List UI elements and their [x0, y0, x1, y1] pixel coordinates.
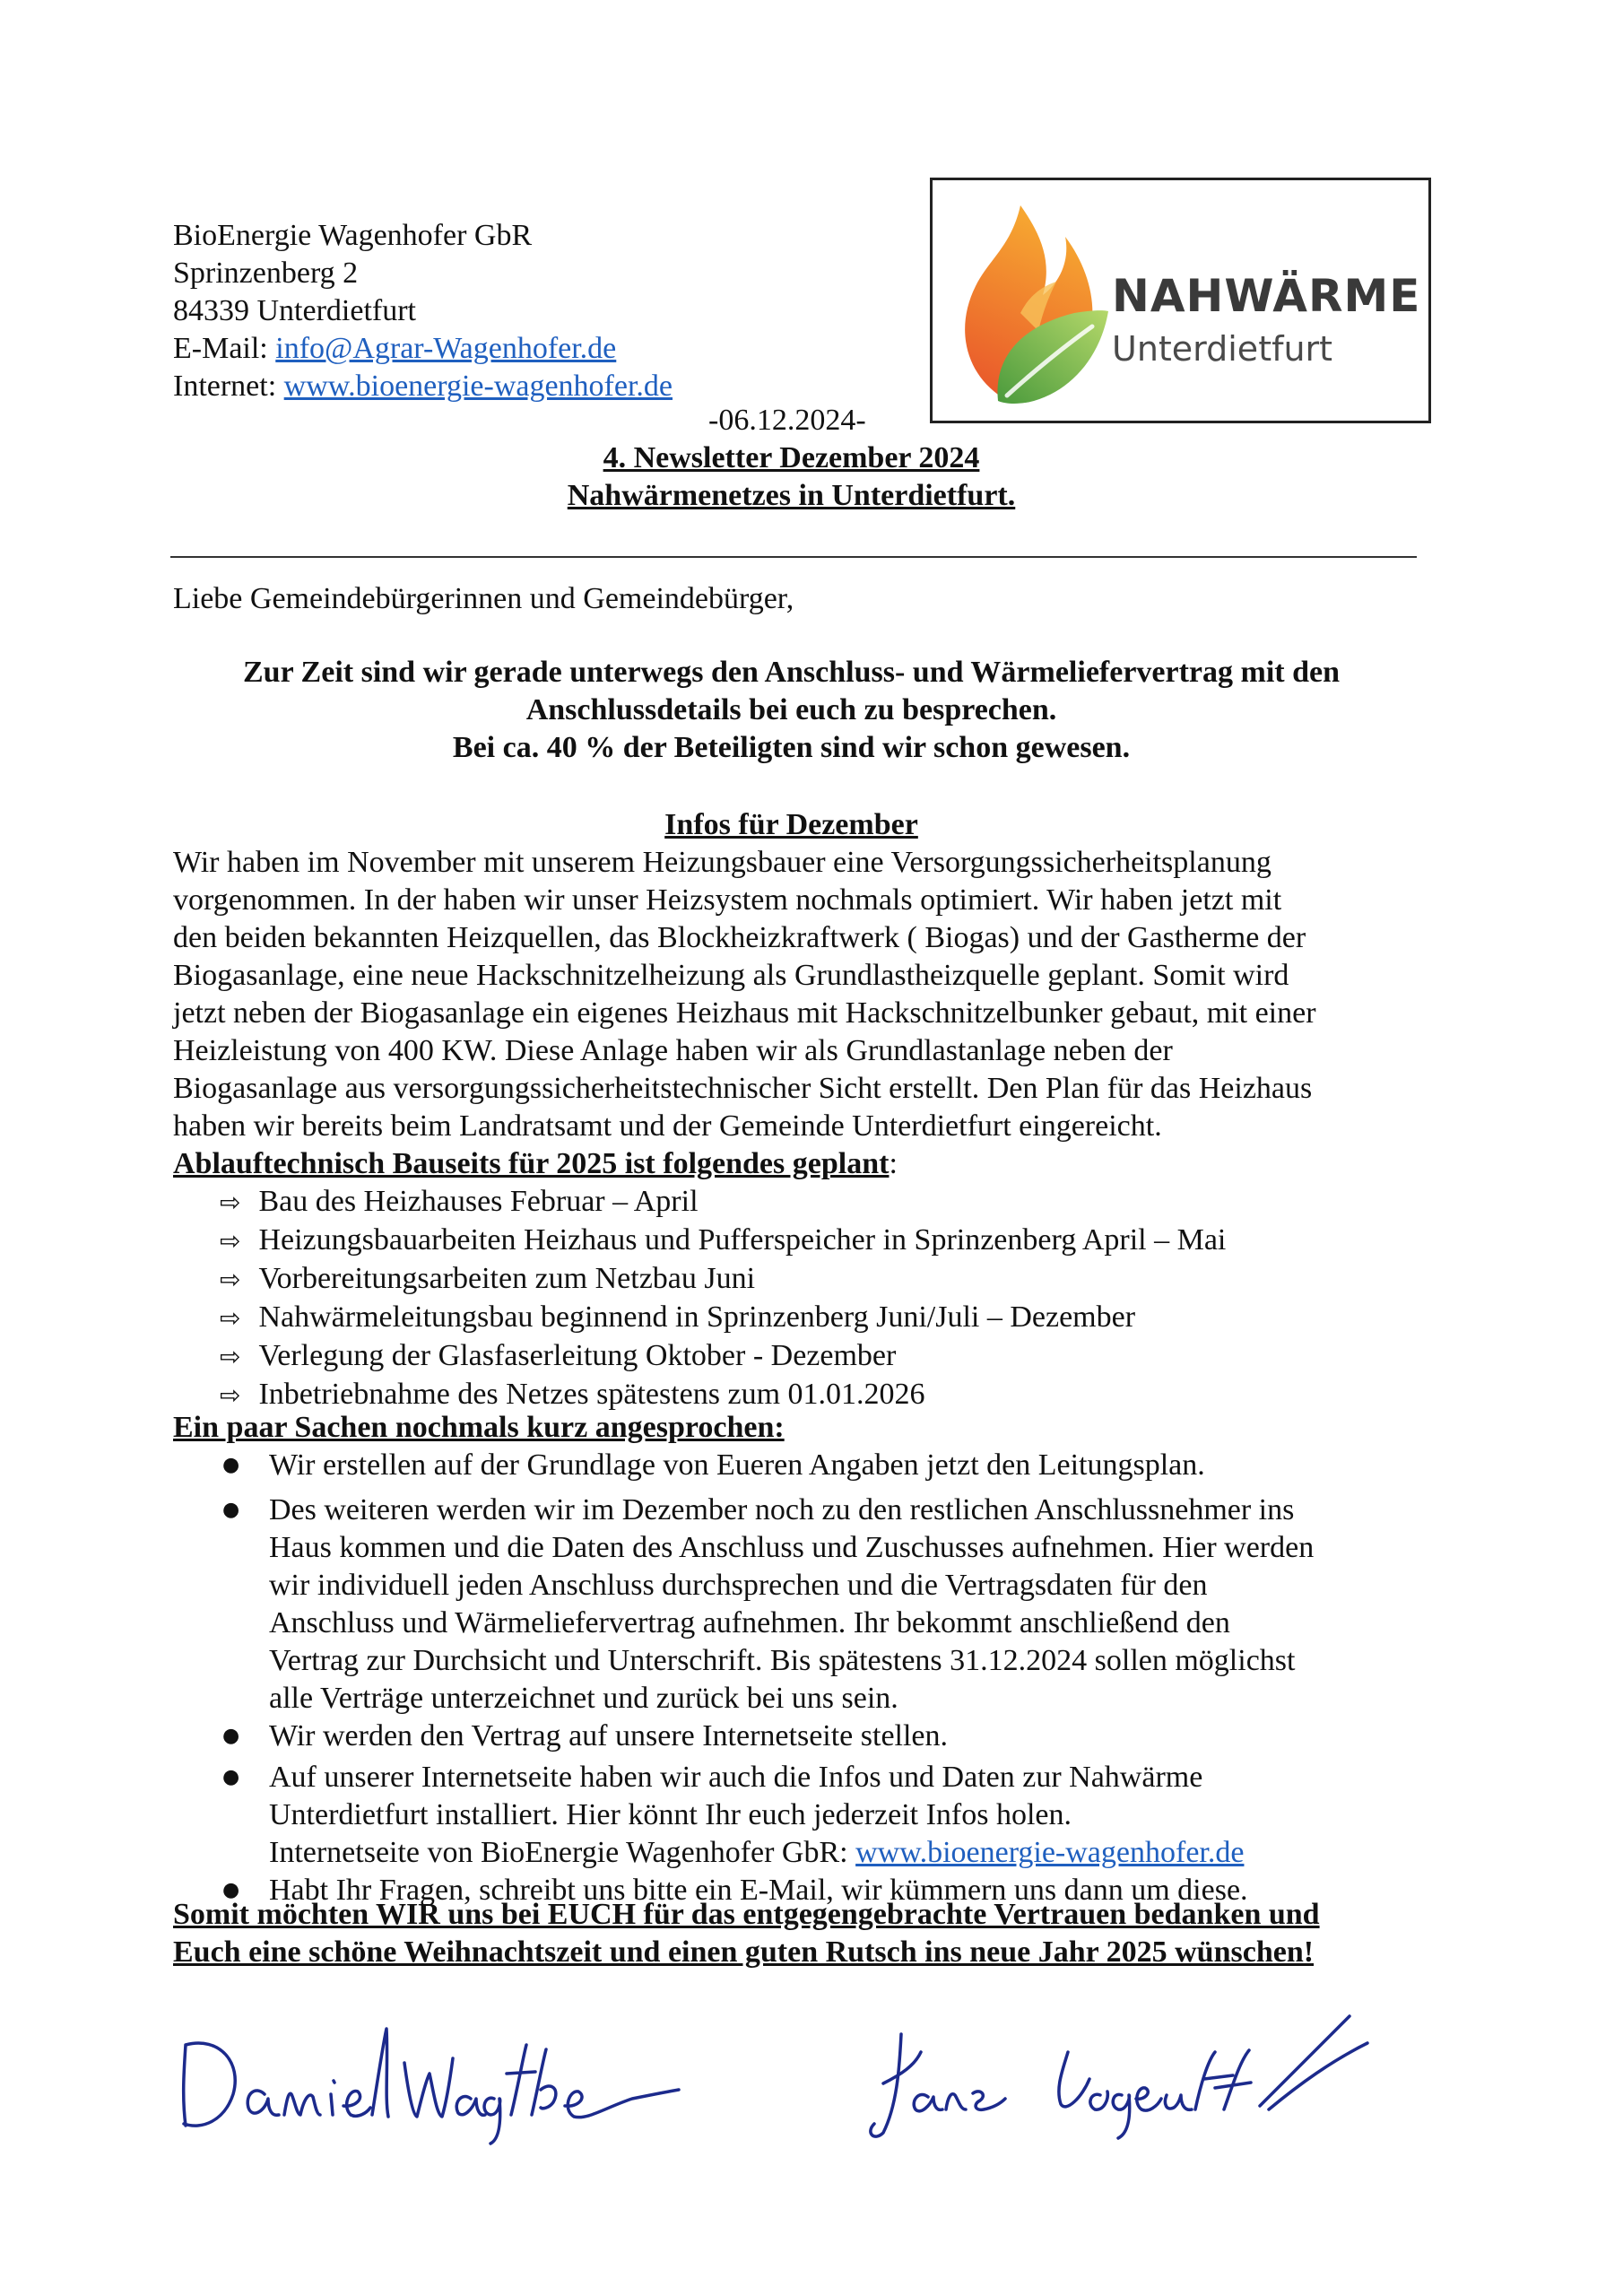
plan-item — [220, 1337, 1226, 1376]
infos-line: vorgenommen. In der haben wir unser Heizsystem nochmals optimiert. Wir haben jetzt mit — [173, 883, 1282, 917]
notes-item-text: Wir erstellen auf der Grundlage von Eueren Angaben jetzt den Leitungsplan. — [269, 1448, 1205, 1482]
plan-item-text: Nahwärmeleitungsbau beginnend in Sprinzenberg Juni/Juli – Dezember — [258, 1300, 1136, 1334]
infos-line: Heizleistung von 400 KW. Diese Anlage haben wir als Grundlastanlage neben der — [173, 1034, 1173, 1067]
notes-item-line: Haus kommen und die Daten des Anschluss und Zuschusses aufnehmen. Hier werden — [269, 1531, 1315, 1564]
notes-item-line: Des weiteren werden wir im Dezember noch zu den restlichen Anschlussnehmer ins — [269, 1493, 1295, 1526]
notes-item — [222, 1447, 1314, 1484]
plan-list — [220, 1183, 1226, 1414]
website-link[interactable]: www.bioenergie-wagenhofer.de — [855, 1836, 1245, 1869]
plan-heading-colon: : — [889, 1147, 898, 1180]
notes-item — [222, 1718, 1314, 1755]
infos-line: jetzt neben der Biogasanlage ein eigenes Heizhaus mit Hackschnitzelbunker gebaut, mit einer — [173, 996, 1316, 1030]
newsletter-title: 4. Newsletter Dezember 2024 — [603, 441, 980, 474]
sender-city: 84339 Unterdietfurt — [173, 294, 416, 327]
web-label: Internet: — [173, 370, 284, 403]
infos-heading: Infos für Dezember — [664, 808, 918, 841]
plan-item — [220, 1260, 1226, 1299]
bullet-icon: ● — [222, 1879, 240, 1901]
flame-leaf-icon — [958, 196, 1110, 407]
website-link[interactable]: www.bioenergie-wagenhofer.de — [283, 370, 673, 403]
plan-item-text: Bau des Heizhauses Februar – April — [258, 1185, 699, 1218]
arrow-right-icon: ⇨ — [220, 1265, 241, 1294]
plan-item — [220, 1222, 1226, 1260]
arrow-right-icon: ⇨ — [220, 1187, 241, 1217]
highlight-line-1: Zur Zeit sind wir gerade unterwegs den Anschluss- und Wärmeliefervertrag mit den — [242, 656, 1341, 689]
infos-line: Biogasanlage aus versorgungssicherheitstechnischer Sicht erstellt. Den Plan für das Heizhaus — [173, 1072, 1313, 1105]
sender-address — [173, 217, 673, 405]
arrow-right-icon: ⇨ — [220, 1226, 241, 1256]
notes-item-line: alle Verträge unterzeichnet und zurück bei uns sein. — [269, 1682, 898, 1715]
email-label: E-Mail: — [173, 332, 276, 365]
plan-item-text: Inbetriebnahme des Netzes spätestens zum 01.01.2026 — [258, 1378, 925, 1411]
arrow-right-icon: ⇨ — [220, 1342, 241, 1371]
infos-line: den beiden bekannten Heizquellen, das Blockheizkraftwerk ( Biogas) und der Gastherme der — [173, 921, 1306, 954]
bullet-icon: ● — [222, 1454, 240, 1476]
divider — [170, 556, 1417, 558]
nahwaerme-logo — [930, 178, 1431, 423]
newsletter-subtitle: Nahwärmenetzes in Unterdietfurt. — [567, 479, 1016, 512]
plan-item-text: Vorbereitungsarbeiten zum Netzbau Juni — [258, 1262, 756, 1295]
notes-item — [222, 1759, 1314, 1872]
arrow-right-icon: ⇨ — [220, 1380, 241, 1410]
email-link[interactable]: info@Agrar-Wagenhofer.de — [275, 332, 617, 365]
notes-item-text: Wir werden den Vertrag auf unsere Internetseite stellen. — [269, 1719, 949, 1752]
highlight-line-2: Anschlussdetails bei euch zu besprechen. — [525, 693, 1057, 726]
notes-item-link-row — [269, 1834, 1244, 1872]
arrow-right-icon: ⇨ — [220, 1303, 241, 1333]
notes-list — [222, 1447, 1314, 1909]
notes-item-line: Anschluss und Wärmeliefervertrag aufnehmen. Ihr bekommt anschließend den — [269, 1606, 1230, 1639]
plan-heading-row — [173, 1145, 898, 1183]
sender-email-row — [173, 330, 673, 368]
plan-item — [220, 1183, 1226, 1222]
logo-subtitle: Unterdietfurt — [1112, 329, 1333, 369]
plan-item-text: Heizungsbauarbeiten Heizhaus und Pufferspeicher in Sprinzenberg April – Mai — [258, 1223, 1227, 1257]
closing-line-2: Euch eine schöne Weihnachtszeit und einen guten Rutsch ins neue Jahr 2025 wünschen! — [173, 1935, 1315, 1969]
closing-line-1: Somit möchten WIR uns bei EUCH für das entgegengebrachte Vertrauen bedanken und — [173, 1898, 1320, 1931]
notes-item-line: Auf unserer Internetseite haben wir auch die Infos und Daten zur Nahwärme — [269, 1761, 1203, 1794]
infos-paragraph — [173, 844, 1316, 1145]
signature-right — [847, 1998, 1376, 2151]
notes-item-line: Vertrag zur Durchsicht und Unterschrift. Bis spätestens 31.12.2024 sollen möglichst — [269, 1644, 1296, 1677]
notes-item-line: wir individuell jeden Anschluss durchsprechen und die Vertragsdaten für den — [269, 1569, 1208, 1602]
infos-line: Wir haben im November mit unserem Heizungsbauer eine Versorgungssicherheitsplanung — [173, 846, 1271, 879]
greeting: Liebe Gemeindebürgerinnen und Gemeindebürger, — [173, 582, 794, 615]
notes-item-line: Unterdietfurt installiert. Hier könnt Ihr euch jederzeit Infos holen. — [269, 1798, 1072, 1831]
notes-item — [222, 1492, 1314, 1718]
sender-street: Sprinzenberg 2 — [173, 257, 359, 290]
sender-web-row — [173, 368, 673, 405]
bullet-icon: ● — [222, 1725, 240, 1747]
notes-heading: Ein paar Sachen nochmals kurz angesprochen: — [173, 1411, 785, 1444]
website-label: Internetseite von BioEnergie Wagenhofer GbR: — [269, 1836, 856, 1869]
infos-line: Biogasanlage, eine neue Hackschnitzelheizung als Grundlastheizquelle geplant. Somit wird — [173, 959, 1289, 992]
highlight-line-3: Bei ca. 40 % der Beteiligten sind wir schon gewesen. — [452, 731, 1131, 764]
plan-item-text: Verlegung der Glasfaserleitung Oktober - Dezember — [258, 1339, 897, 1372]
infos-line: haben wir bereits beim Landratsamt und der Gemeinde Unterdietfurt eingereicht. — [173, 1109, 1162, 1143]
plan-item — [220, 1299, 1226, 1337]
newsletter-date: -06.12.2024- — [708, 404, 866, 437]
sender-company: BioEnergie Wagenhofer GbR — [173, 219, 533, 252]
bullet-icon: ● — [222, 1766, 240, 1788]
bullet-icon: ● — [222, 1499, 240, 1521]
plan-heading: Ablauftechnisch Bauseits für 2025 ist folgendes geplant — [173, 1147, 890, 1180]
notes-item-text: Habt Ihr Fragen, schreibt uns bitte ein E-Mail, wir kümmern uns dann um diese. — [269, 1874, 1248, 1907]
logo-title: NAHWÄRME — [1112, 270, 1421, 322]
signature-left — [166, 2009, 704, 2152]
